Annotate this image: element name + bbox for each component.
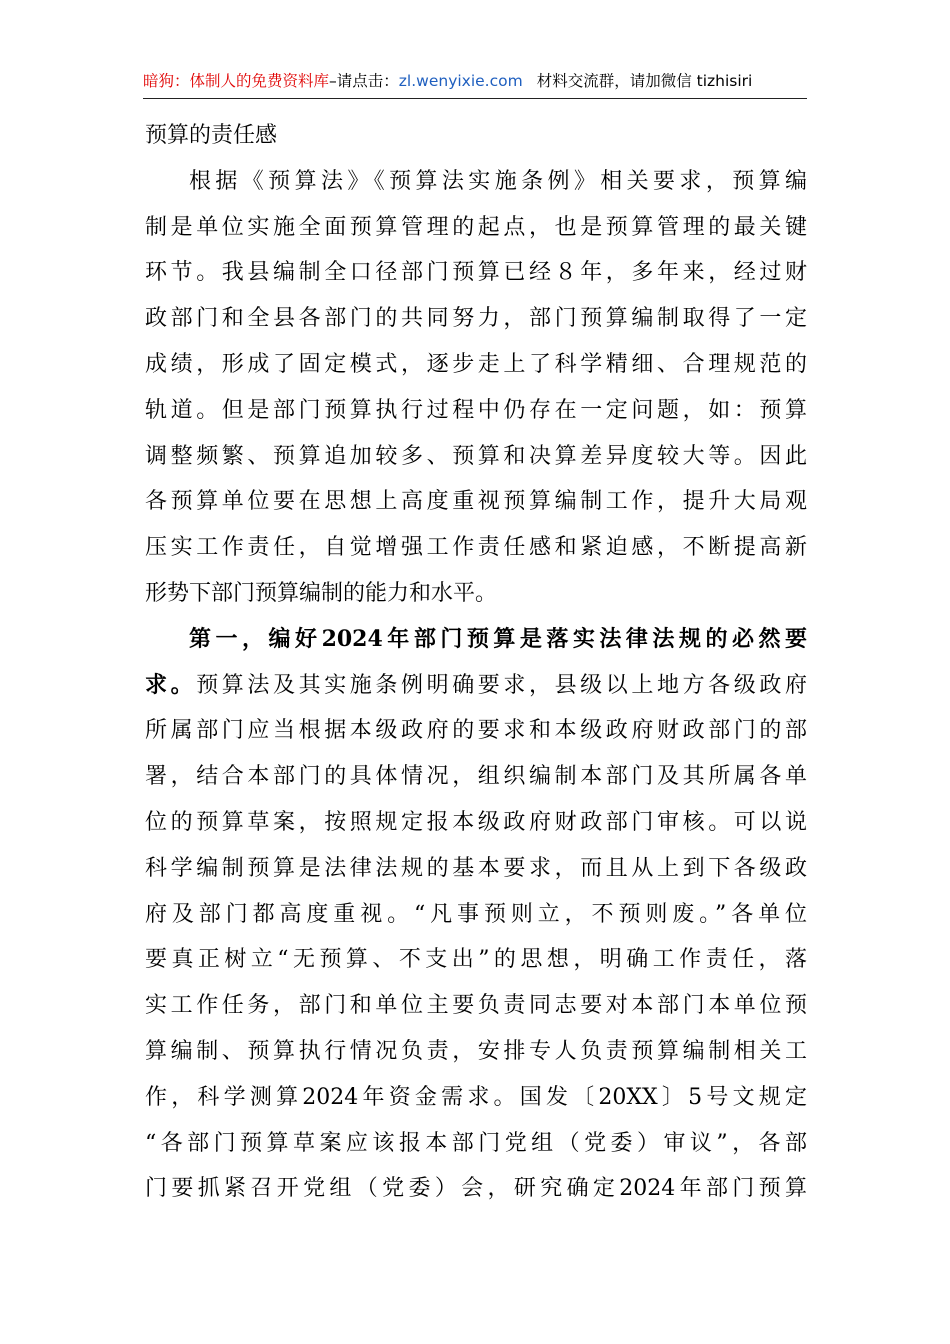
- text-line-rest: 预算法及其实施条例明确要求，县级以上地方各级政府: [196, 672, 807, 698]
- text-line: 预算的责任感: [145, 123, 278, 148]
- text-line: 算编制、预算执行情况负责，安排专人负责预算编制相关工: [145, 1038, 807, 1064]
- text-line: [145, 663, 807, 709]
- text-line: 要真正树立“无预算、不支出”的思想，明确工作责任，落: [145, 947, 807, 973]
- text-line: 压实工作责任，自觉增强工作责任感和紧迫感，不断提高新: [145, 535, 807, 561]
- text-line: 成绩，形成了固定模式，逐步走上了科学精细、合理规范的: [145, 351, 807, 377]
- header-click-prefix: –请点击：: [329, 72, 399, 90]
- text-line: 门要抓紧召开党组（党委）会，研究确定2024年部门预算: [145, 1176, 807, 1202]
- text-line: 根据《预算法》《预算法实施条例》相关要求，预算编: [189, 168, 807, 194]
- text-line: 署，结合本部门的具体情况，组织编制本部门及其所属各单: [145, 764, 807, 790]
- header-url-link[interactable]: zl.wenyixie.com: [398, 72, 523, 90]
- text-line: 轨道。但是部门预算执行过程中仍存在一定问题，如：预算: [145, 397, 807, 423]
- text-line: 实工作任务，部门和单位主要负责同志要对本部门本单位预: [145, 993, 807, 1019]
- text-line: 科学编制预算是法律法规的基本要求，而且从上到下各级政: [145, 855, 807, 881]
- text-line: 调整频繁、预算追加较多、预算和决算差异度较大等。因此: [145, 443, 807, 469]
- text-line: 环节。我县编制全口径部门预算已经８年，多年来，经过财: [145, 260, 807, 286]
- text-line: 所属部门应当根据本级政府的要求和本级政府财政部门的部: [145, 718, 807, 744]
- section-heading-line: 第一，编好2024年部门预算是落实法律法规的必然要: [189, 625, 807, 652]
- text-line: 形势下部门预算编制的能力和水平。: [145, 580, 498, 606]
- text-line: 政部门和全县各部门的共同努力，部门预算编制取得了一定: [145, 306, 807, 332]
- text-line: 各预算单位要在思想上高度重视预算编制工作，提升大局观: [145, 489, 807, 515]
- text-line: 制是单位实施全面预算管理的起点，也是预算管理的最关键: [145, 214, 807, 240]
- header-brand: 暗狗：体制人的免费资料库: [143, 72, 330, 90]
- text-line: 位的预算草案，按照规定报本级政府财政部门审核。可以说: [145, 809, 807, 835]
- text-line: 作，科学测算2024年资金需求。国发〔20XX〕5号文规定: [145, 1084, 807, 1110]
- page-header: [143, 64, 807, 99]
- text-line: “各部门预算草案应该报本部门党组（党委）审议”，各部: [145, 1130, 807, 1156]
- text-line: 府及部门都高度重视。“凡事预则立，不预则废。”各单位: [145, 901, 807, 927]
- header-group-text: 材料交流群，请加微信 tizhisiri: [536, 72, 753, 90]
- document-body: [145, 113, 807, 1212]
- section-heading-end: 求。: [145, 671, 197, 698]
